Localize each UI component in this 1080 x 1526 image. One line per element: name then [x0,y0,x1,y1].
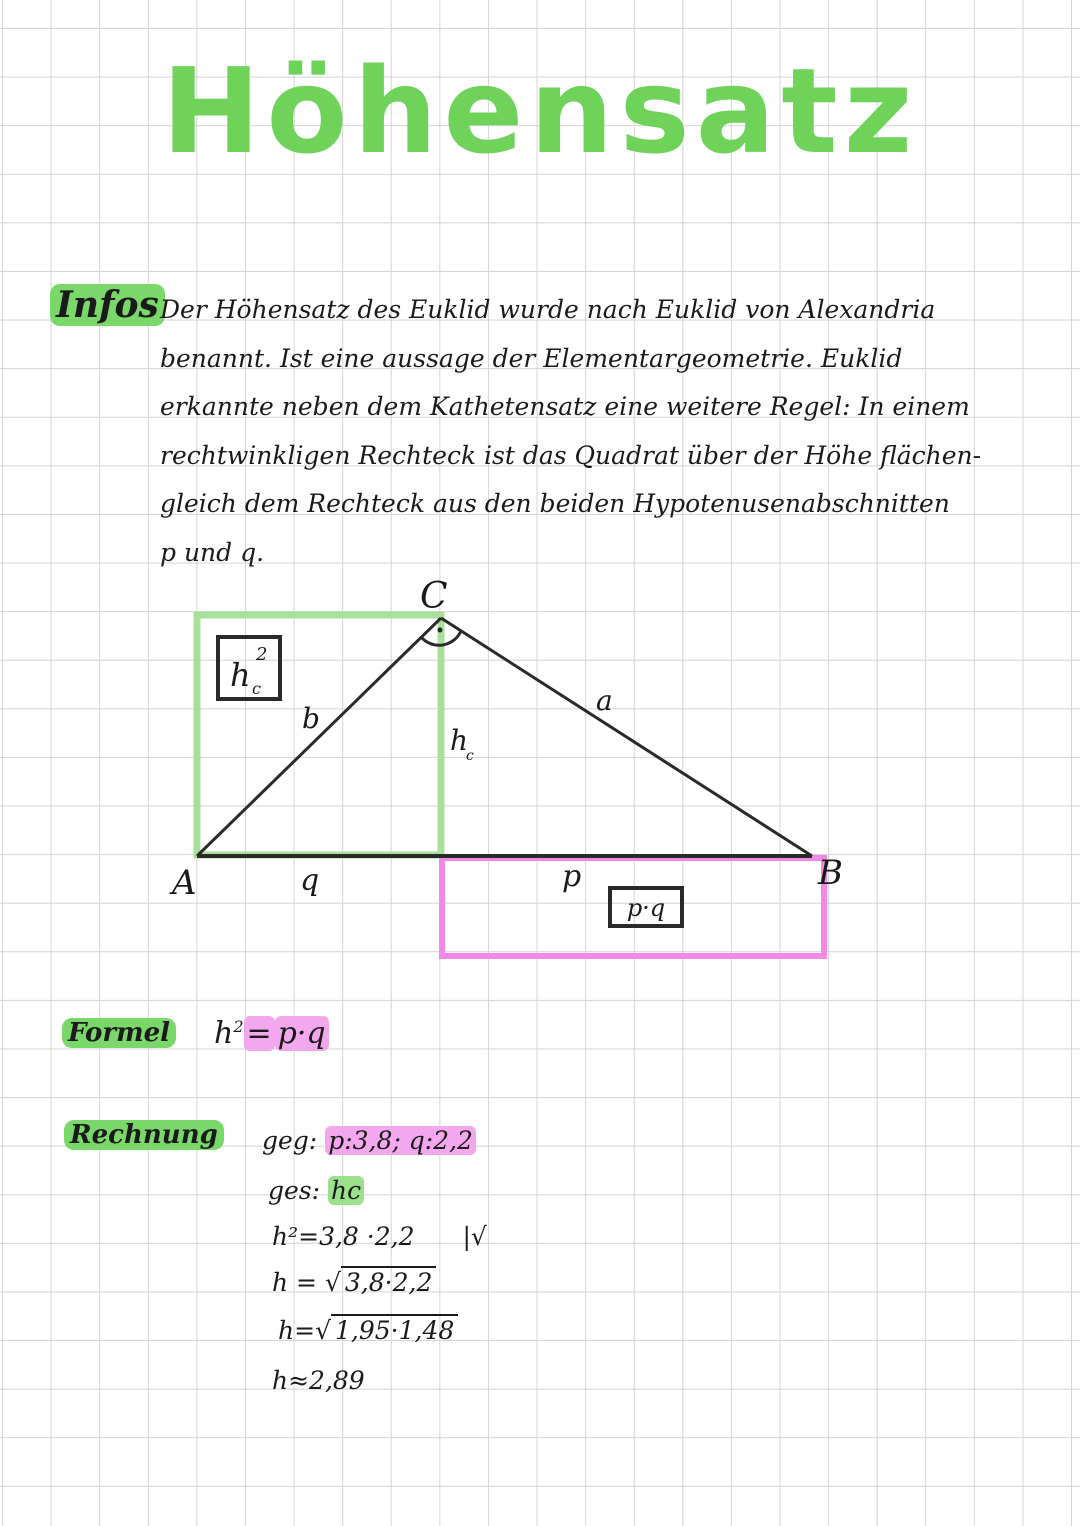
sqrt-icon: √ [315,1316,331,1345]
sought-line [268,1176,364,1205]
sought-value: hc [328,1176,364,1205]
step3-root: 1,95·1,48 [331,1314,458,1345]
right-angle-dot [438,628,443,633]
info-line: p und q. [160,537,265,567]
formula [214,1016,329,1051]
step1: h²=3,8 ·2,2 [272,1222,415,1251]
formula-rhs: p·q [275,1016,329,1051]
vertex-b-label: B [818,853,843,893]
step3-line [278,1316,458,1345]
sought-label: ges: [268,1176,321,1205]
vertex-c-label: C [420,576,448,617]
side-a-label: a [596,684,613,717]
sqrt-icon: √ [324,1268,341,1297]
page-title: Höhensatz [161,42,919,180]
segment-q-label: q [300,863,320,898]
result-line: h≈2,89 [272,1366,365,1395]
calculation-label: Rechnung [64,1120,224,1150]
rect-label: p·q [626,894,666,922]
vertex-a-label: A [172,863,197,903]
step2-root: 3,8·2,2 [341,1266,436,1297]
height-label-sub: c [466,748,474,764]
formula-lhs: h [214,1016,234,1051]
square-label-sub: c [252,679,261,698]
step1-note: |√ [462,1222,487,1251]
infos-label: Infos [50,284,165,326]
side-b-line [197,618,441,856]
step1-line [272,1222,487,1251]
square-label-sup: 2 [256,644,268,665]
given-label: geg: [262,1126,318,1155]
formula-eq: = [244,1016,275,1051]
formula-lhs-sup: 2 [233,1017,244,1036]
step2-lhs: h = [272,1268,317,1297]
info-line: Der Höhensatz des Euklid wurde nach Euklid von Alexandria [160,295,936,324]
segment-p-label: p [562,859,582,894]
formula-label: Formel [62,1018,176,1048]
step3-lhs: h= [278,1316,316,1345]
info-line: erkannte neben dem Kathetensatz eine weitere Regel: In einem [160,392,970,422]
info-line: benannt. Ist eine aussage der Elementargeometrie. Euklid [160,343,903,373]
step2-line [272,1268,436,1297]
side-b-label: b [302,702,320,735]
info-line: rechtwinkligen Rechteck ist das Quadrat über der Höhe flächen- [160,440,982,470]
given-line [262,1126,476,1155]
given-values: p:3,8; q:2,2 [325,1126,476,1155]
height-label: h [450,724,469,757]
square-label: h [230,656,251,694]
info-line: gleich dem Rechteck aus den beiden Hypotenusenabschnitten [160,489,950,519]
side-a-line [441,618,812,856]
